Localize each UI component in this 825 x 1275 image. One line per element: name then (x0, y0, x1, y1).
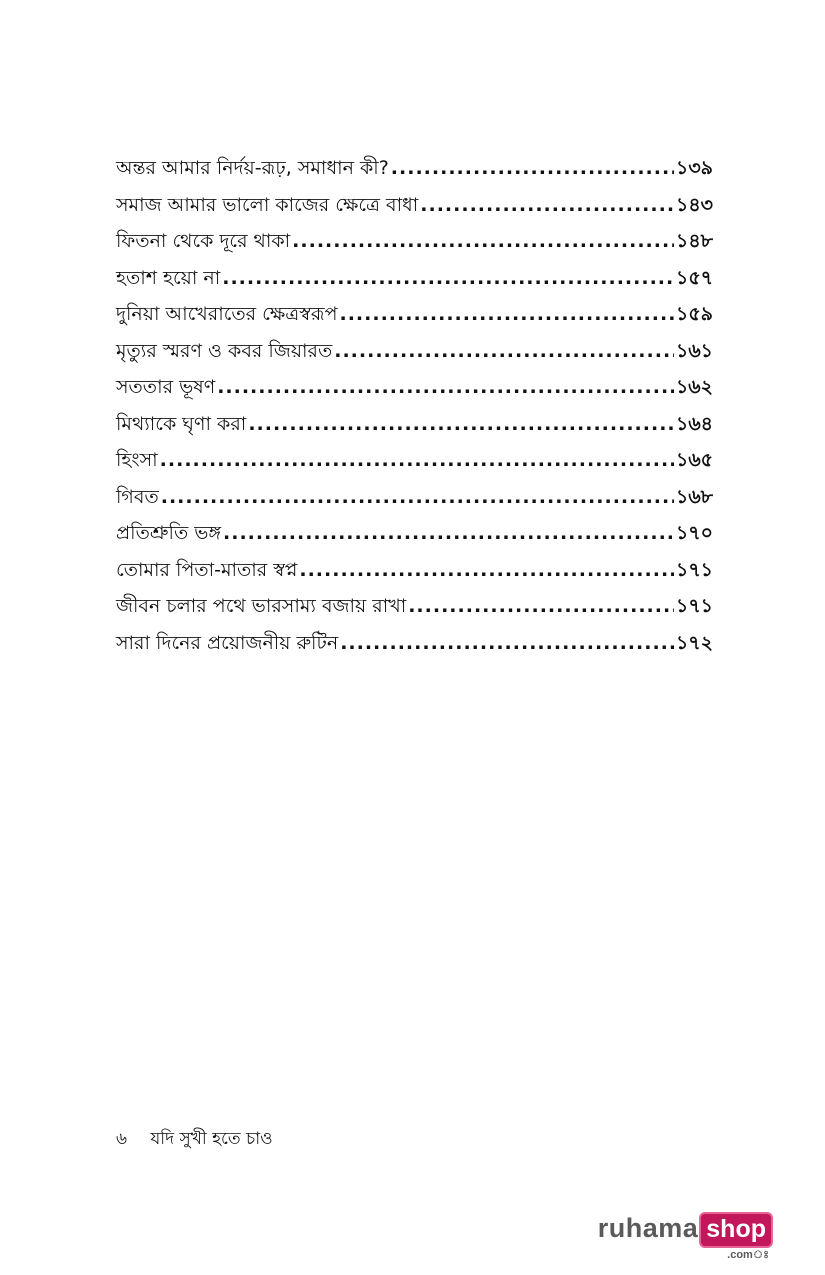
toc-entry-page: ১৬৫ (675, 449, 713, 471)
toc-entry-page: ১৭২ (675, 631, 713, 654)
toc-entry-title: মিথ্যাকে ঘৃণা করা (116, 412, 247, 435)
toc-entry-title: জীবন চলার পথে ভারসাম্য বজায় রাখা (116, 595, 407, 617)
toc-entry-page: ১৫৭ (675, 266, 713, 289)
toc-entry-page: ১৭১ (675, 558, 713, 581)
toc-leader-dots (339, 296, 674, 333)
watermark-logo-badge (698, 1212, 773, 1261)
toc-entry (116, 369, 713, 406)
toc-leader-dots (248, 406, 674, 443)
toc-entry-page: ১৩৯ (675, 157, 713, 179)
toc-entry (116, 223, 713, 260)
toc-entry-page: ১৪৮ (676, 230, 713, 252)
watermark-logo-box-text: shop (699, 1212, 773, 1248)
toc-entry-title: সততার ভূষণ (116, 376, 216, 398)
toc-entry (116, 625, 713, 662)
page-number: ৬ (116, 1129, 128, 1149)
running-book-title: যদি সুখী হতে চাও (150, 1129, 273, 1149)
watermark-logo-domain: .comঃ (727, 1249, 769, 1261)
toc-entry-page: ১৭০ (675, 522, 713, 544)
toc-leader-dots (340, 625, 674, 662)
toc-entry-title: ফিতনা থেকে দূরে থাকা (116, 230, 291, 252)
toc-entry (116, 150, 713, 187)
page-footer (116, 1126, 273, 1154)
toc-entry-title: হতাশ হয়ো না (116, 266, 221, 289)
toc-leader-dots (161, 479, 674, 516)
toc-entry (116, 260, 713, 297)
toc-entry (116, 515, 713, 552)
toc-entry (116, 333, 713, 370)
toc-entry (116, 442, 713, 479)
toc-entry-title: মৃত্যুর স্মরণ ও কবর জিয়ারত (116, 339, 333, 362)
toc-entry-title: তোমার পিতা-মাতার স্বপ্ন (116, 558, 298, 581)
toc-entry (116, 296, 713, 333)
toc-leader-dots (217, 369, 674, 406)
toc-entry-title: হিংসা (116, 449, 158, 471)
toc-entry-title: সমাজ আমার ভালো কাজের ক্ষেত্রে বাধা (116, 193, 419, 216)
toc-entry (116, 588, 713, 625)
toc-entry-page: ১৬১ (675, 339, 713, 362)
toc-entry-title: প্রতিশ্রুতি ভঙ্গ (116, 522, 222, 544)
toc-leader-dots (292, 223, 674, 260)
toc-entry (116, 406, 713, 443)
toc-entry-title: গিবত (116, 485, 159, 508)
toc-entry-page: ১৭১ (675, 595, 713, 617)
toc-leader-dots (160, 442, 674, 479)
toc-entry-title: অন্তর আমার নির্দয়-রূঢ়, সমাধান কী? (116, 157, 389, 179)
toc-entry-page: ১৪৩ (675, 193, 713, 216)
toc-entry-page: ১৬৮ (675, 485, 713, 508)
toc-leader-dots (420, 187, 674, 224)
toc-entry-page: ১৫৯ (676, 303, 713, 325)
toc-leader-dots (222, 260, 674, 297)
toc-entry (116, 187, 713, 224)
toc-leader-dots (223, 515, 674, 552)
table-of-contents (116, 150, 713, 661)
toc-entry-title: সারা দিনের প্রয়োজনীয় রুটিন (116, 631, 339, 654)
toc-entry (116, 552, 713, 589)
watermark-logo-text: ruhama (597, 1213, 699, 1243)
toc-entry (116, 479, 713, 516)
toc-leader-dots (299, 552, 674, 589)
toc-leader-dots (391, 150, 674, 187)
toc-entry-page: ১৬২ (675, 376, 713, 398)
toc-entry-title: দুনিয়া আখেরাতের ক্ষেত্রস্বরূপ (116, 303, 338, 325)
watermark-logo (598, 1212, 773, 1261)
toc-leader-dots (408, 588, 674, 625)
toc-entry-page: ১৬৪ (675, 412, 713, 435)
toc-leader-dots (334, 333, 674, 370)
